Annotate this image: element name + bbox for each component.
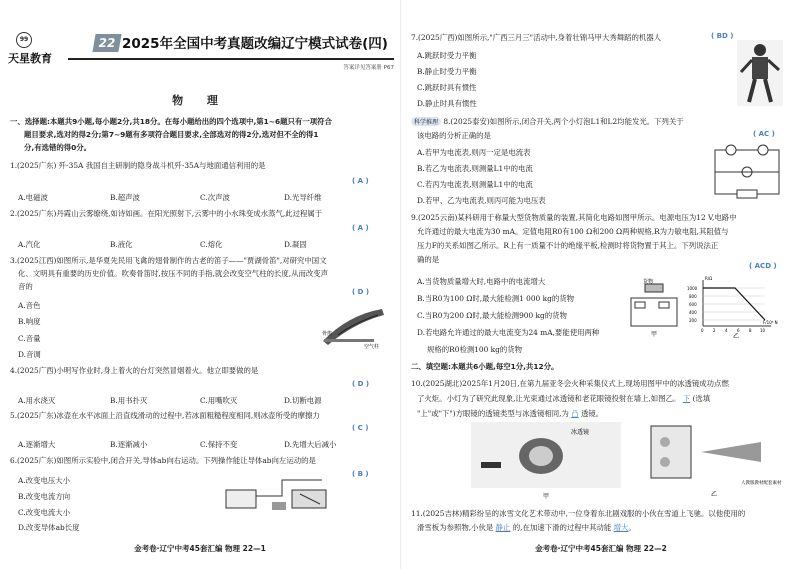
q11-blank-2: 增大	[613, 523, 629, 532]
logo	[8, 32, 86, 72]
question-3-line1: 3.(2025江西)如图所示,是华夏先民用飞禽的翅骨制作的古老的笛子——"贾湖骨笛",对研究中国文	[10, 256, 327, 265]
q8-option-d: D.若甲、乙为电流表,则丙可能为电压表	[417, 196, 546, 205]
subject-heading: 物 理	[172, 94, 228, 107]
question-9-line1: 9.(2025云南)某科研用于称量大型货物质量的装置,其简化电路如图甲所示。电源电压为12 V,电路中	[411, 213, 737, 222]
question-6-answer: ( B )	[352, 470, 369, 478]
question-10-line1: 10.(2025湖北)2025年1月20日,在第九届亚冬会火种采集仪式上,现场用图甲中的冰透镜成功点燃	[411, 379, 729, 388]
right-footer: 金考卷·辽宁中考45套汇编 物理 22—2	[535, 544, 667, 553]
ice-lens-photo	[471, 422, 621, 500]
paper-number-badge: 22	[92, 34, 121, 52]
q4-option-d: D.切断电源	[284, 396, 322, 405]
q9-option-d-cont: 规格的R0检测100 kg的货物	[427, 345, 523, 354]
question-3-line3: 音的	[18, 282, 33, 291]
question-3-answer: ( D )	[352, 288, 370, 296]
q8-option-a: A.若甲为电流表,则丙一定是电流表	[417, 148, 531, 157]
q9-option-b: B.当R0为100 Ω时,最大能检测1 000 kg的货物	[417, 294, 574, 303]
q1-option-d: D.光导纤维	[284, 193, 322, 202]
question-7: 7.(2025广西)如图所示,"广西三月三"活动中,身着壮锦马甲大秀舞蹈的机器人	[411, 33, 662, 42]
q4-option-b: B.用书扑灭	[110, 396, 148, 405]
q2-option-d: D.凝固	[284, 240, 307, 249]
question-3-line2: 化、文明具有重要的历史价值。吹奏骨笛时,按压不同的手指,就会改变空气柱的长度,从而改变声	[18, 269, 329, 278]
question-1: 1.(2025广东) 歼-35A 我国自主研制的隐身战斗机歼-35A与地面通信利用的是	[10, 161, 266, 170]
question-9-line3: 压力F的关系如图乙所示。R上有一质量不计的绝缘平板,检测时将货物置于其上。下列说法正	[417, 241, 719, 250]
question-9-answer: ( ACD )	[749, 262, 777, 270]
x-axis-label: F/10³ N	[763, 320, 778, 325]
y-tick-1000: 1000	[687, 286, 698, 291]
question-11-line2	[417, 522, 636, 533]
q6-option-c: C.改变电流大小	[18, 508, 71, 517]
section1-line3: 分,有选错的得0分。	[24, 143, 92, 152]
q11-line2-text: 滑雪板为参照物,小伙是	[417, 523, 494, 532]
q2-option-c: C.熔化	[200, 240, 223, 249]
q10-blank-1: 下	[682, 394, 691, 403]
q6-option-a: A.改变电压大小	[18, 476, 71, 485]
figure-label-cargo: 货物	[643, 279, 654, 285]
question-5-answer: ( C )	[352, 424, 369, 432]
question-10-line2	[417, 393, 710, 404]
lamp-circuit-figure	[707, 144, 787, 200]
q8-option-b: B.若乙为电流表,则测量L1中的电流	[417, 164, 533, 173]
lens-projection-figure	[641, 422, 793, 500]
q9-option-d: D.若电路允许通过的最大电流变为24 mA,要能使用两种	[417, 328, 600, 337]
q7-option-a: A.跳跃时受力平衡	[417, 51, 477, 60]
y-tick-400: 400	[689, 310, 697, 315]
right-page	[400, 0, 800, 569]
q7-option-d: D.静止时具有惯性	[417, 99, 477, 108]
q1-option-b: B.超声波	[110, 193, 140, 202]
q4-option-a: A.用水浇灭	[18, 396, 56, 405]
question-7-answer: ( BD )	[711, 32, 734, 40]
q11-line2-mid: 的,在加速下滑的过程中其动能	[512, 523, 612, 532]
q11-blank-1: 静止	[495, 523, 511, 532]
q10-blank-2: 凸	[571, 409, 579, 418]
figure-credit: 人教版教材配套素材	[741, 481, 782, 486]
y-tick-800: 800	[689, 294, 697, 299]
q11-line2-end: 。	[628, 523, 636, 532]
question-10-line3	[417, 408, 603, 419]
question-4: 4.(2025广西)小明写作业时,身上着火的台灯突然冒烟着火。他立即要做的是	[10, 366, 259, 375]
section2-heading: 二、填空题:本题共6小题,每空1分,共12分。	[411, 362, 559, 371]
x-tick-2: 2	[713, 328, 716, 333]
dancing-robot-figure	[737, 40, 783, 106]
logo-name: 天星教育	[8, 52, 52, 65]
q1-option-c: C.次声波	[200, 193, 230, 202]
question-8-row	[411, 116, 684, 127]
q5-option-a: A.逐渐增大	[18, 440, 56, 449]
section1-line1: 一、选择题:本题共9小题,每小题2分,共18分。在每小题给出的四个选项中,第1~6题只有一项符合	[10, 117, 332, 126]
q9-option-a: A.当货物质量增大时,电路中的电流增大	[417, 277, 546, 286]
figure-label-yi-2: 乙	[711, 491, 718, 498]
q10-line3-tail: 透镜。	[581, 409, 604, 418]
q7-option-b: B.静止时受力平衡	[417, 67, 477, 76]
section1-line2: 题目要求,选对的得2分;第7~9题有多项符合题目要求,全部选对的得2分,选对但不全的得1	[24, 130, 319, 139]
x-tick-10: 10	[760, 328, 766, 333]
q10-line2-tail: (选填	[692, 394, 711, 403]
figure-label-air-column: 空气柱	[364, 344, 380, 349]
q6-option-b: B.改变电流方向	[18, 492, 71, 501]
x-tick-0: 0	[701, 328, 704, 333]
question-9-line4: 确的是	[417, 255, 440, 264]
question-5: 5.(2025广东)冰壶在水平冰面上沿直线滑动的过程中,若冰面粗糙程度相同,则冰壶所受的摩擦力	[10, 411, 320, 420]
q7-option-c: C.跳跃时具有惯性	[417, 83, 477, 92]
y-tick-200: 200	[689, 318, 697, 323]
q3-option-d: D.音调	[18, 350, 41, 359]
y-tick-600: 600	[689, 302, 697, 307]
q4-option-c: C.用嘴吹灭	[200, 396, 238, 405]
figure-label-yi: 乙	[733, 333, 740, 338]
x-tick-6: 6	[737, 328, 740, 333]
q8-option-c: C.若丙为电流表,则测量L1中的电流	[417, 180, 533, 189]
page-title: 2025年全国中考真题改编辽宁模式试卷(四)	[122, 36, 388, 52]
bone-flute-figure	[318, 305, 388, 349]
question-1-answer: ( A )	[352, 177, 369, 185]
question-2-answer: ( A )	[352, 224, 369, 232]
electromagnetic-experiment-figure	[222, 470, 332, 514]
scientific-reasoning-tag: 科学推理	[411, 117, 441, 126]
question-8-answer: ( AC )	[753, 130, 775, 138]
question-8: 8.(2025泰安)如图所示,闭合开关,两个小灯泡L1和L2均能发光。下列关于	[443, 117, 684, 126]
question-9-line2: 允许通过的最大电流为30 mA。定值电阻R0有100 Ω和200 Ω两种规格,R为力敏电阻,其阻值与	[417, 227, 729, 236]
question-2: 2.(2025广东)丹霞山云雾缭绕,如诗如画。在阳光照射下,云雾中的小水珠变成水蒸气,此过程属于	[10, 209, 323, 218]
q1-option-a: A.电磁波	[18, 193, 48, 202]
q10-line3-text: "上"或"下")方眼镜的透镜类型与冰透镜相同,为	[417, 409, 569, 418]
figure-label-jia-2: 甲	[543, 493, 550, 500]
q5-option-d: D.先增大后减小	[284, 440, 337, 449]
title-rule	[68, 58, 394, 60]
q3-option-b: B.响度	[18, 317, 41, 326]
q3-option-c: C.音量	[18, 334, 41, 343]
q2-option-a: A.汽化	[18, 240, 41, 249]
question-11-line1: 11.(2025吉林)精彩纷呈的冰雪文化艺术带动中,一位身着东北剧戏服的小伙在雪道上飞驰。以他使用的	[411, 509, 746, 518]
force-sensor-circuit-figure	[625, 278, 685, 338]
q5-option-b: B.逐渐减小	[110, 440, 148, 449]
question-8-line2: 该电路的分析正确的是	[417, 131, 491, 140]
q10-line2-text: 了火炬。小灯为了研究此现象,让光束通过冰透镜和老花眼镜投射在墙上,如图乙。	[417, 394, 681, 403]
logo-mark: 99	[16, 32, 32, 48]
figure-label-jia: 甲	[651, 331, 658, 338]
header	[8, 32, 394, 72]
q9-option-c: C.当R0为200 Ω时,最大能检测900 kg的货物	[417, 311, 567, 320]
question-4-answer: ( D )	[352, 380, 370, 388]
question-6: 6.(2025广东)如图所示实验中,闭合开关,导体ab向右运动。下列操作能让导体ab向左运动的是	[10, 456, 316, 465]
resistance-force-graph	[685, 276, 785, 338]
x-tick-4: 4	[725, 328, 728, 333]
figure-label-ice-lens: 冰透镜	[571, 429, 590, 436]
x-tick-8: 8	[749, 328, 752, 333]
y-axis-label: R/Ω	[705, 276, 713, 281]
q2-option-b: B.液化	[110, 240, 133, 249]
figure-label-bone-flute: 骨笛	[322, 331, 333, 337]
q6-option-d: D.改变导体ab长度	[18, 523, 80, 532]
q3-option-a: A.音色	[18, 301, 41, 310]
left-footer: 金考卷·辽宁中考45套汇编 物理 22—1	[134, 544, 266, 553]
q5-option-c: C.保持不变	[200, 440, 238, 449]
answer-reference: 答案详见答案册 P67	[343, 65, 394, 71]
